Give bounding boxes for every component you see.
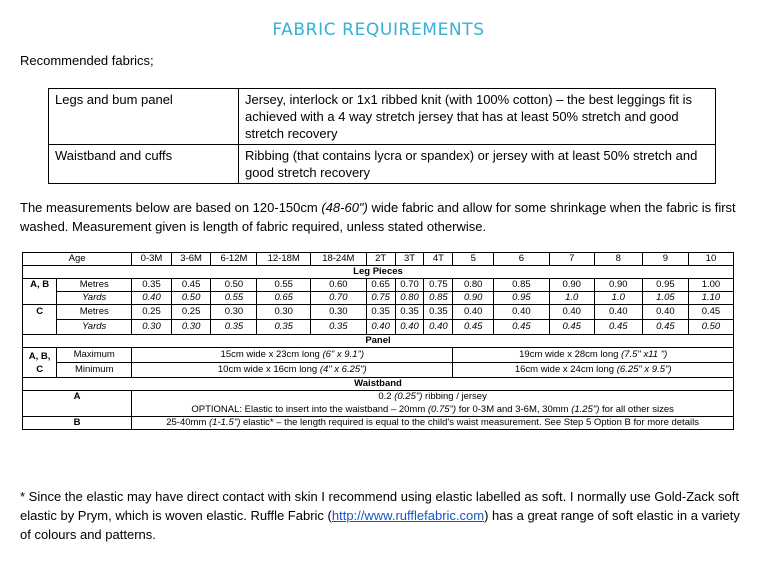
age-header-cell: 7 xyxy=(549,253,594,266)
wa-text-italic: (0.25") xyxy=(394,391,423,403)
panel-min-large xyxy=(453,363,734,378)
table-cell: 0.40 xyxy=(132,292,172,305)
table-cell: 1.10 xyxy=(688,292,733,305)
section-row xyxy=(23,266,734,279)
table-cell: 0.35 xyxy=(395,305,424,320)
ab-metres-row xyxy=(23,279,734,292)
panel-text-italic: (6" x 9.1") xyxy=(322,349,365,360)
table-cell: 0.50 xyxy=(688,320,733,335)
fabric-part: Waistband and cuffs xyxy=(49,145,239,184)
age-header-cell: 3-6M xyxy=(171,253,211,266)
wb-text: elastic* – the length required is equal to the child's waist measurement. See Step 5 Option B for more details xyxy=(240,417,699,428)
age-header-cell: 18-24M xyxy=(310,253,366,266)
table-cell: 0.50 xyxy=(171,292,211,305)
panel-min-small xyxy=(132,363,453,378)
yards-label: Yards xyxy=(57,292,132,305)
table-cell: 0.25 xyxy=(171,305,211,320)
wa-text-italic: (0.75") xyxy=(427,403,457,415)
wb-text-italic: (1-1.5") xyxy=(209,417,241,428)
table-cell: 0.90 xyxy=(594,279,642,292)
age-header-cell: 6 xyxy=(494,253,550,266)
panel-text: 15cm wide x 23cm long xyxy=(220,349,323,360)
panel-text-italic: (7.5" x11 ") xyxy=(621,349,668,360)
table-cell: 0.30 xyxy=(132,320,172,335)
table-cell: 0.35 xyxy=(132,279,172,292)
metres-label: Metres xyxy=(57,305,132,320)
age-header-cell: 12-18M xyxy=(257,253,311,266)
waistband-b-text xyxy=(132,417,734,430)
wa-text: ribbing / jersey xyxy=(422,391,487,403)
table-cell: 0.40 xyxy=(395,320,424,335)
table-cell: 0.35 xyxy=(424,305,453,320)
waistband-a-row xyxy=(23,391,734,404)
table-cell: 0.60 xyxy=(310,279,366,292)
metres-label: Metres xyxy=(57,279,132,292)
fabric-desc: Jersey, interlock or 1x1 ribbed knit (with 100% cotton) – the best leggings fit is achieved with a 4 way stretch jersey that has at least 50% stretch and good stretch recovery xyxy=(239,89,716,145)
table-cell: 0.40 xyxy=(594,305,642,320)
table-cell: 0.45 xyxy=(549,320,594,335)
panel-max-row xyxy=(23,348,734,363)
age-header-cell: 6-12M xyxy=(211,253,257,266)
age-header-cell: 8 xyxy=(594,253,642,266)
panel-header: Panel xyxy=(23,335,734,348)
waistband-a-line2 xyxy=(132,404,734,417)
table-cell: 0.40 xyxy=(494,305,550,320)
table-cell: 0.45 xyxy=(494,320,550,335)
wa-text: for 0-3M and 3-6M, 30mm xyxy=(456,403,572,415)
panel-min-row xyxy=(23,363,734,378)
table-cell: 0.35 xyxy=(211,320,257,335)
panel-text-italic: (6.25" x 9.5") xyxy=(616,364,672,375)
leg-pieces-header: Leg Pieces xyxy=(23,266,734,279)
table-cell: 0.40 xyxy=(453,305,494,320)
age-header-cell: 5 xyxy=(453,253,494,266)
age-row xyxy=(23,253,734,266)
table-cell: 0.85 xyxy=(424,292,453,305)
fabric-desc: Ribbing (that contains lycra or spandex) or jersey with at least 50% stretch and good stretch recovery xyxy=(239,145,716,184)
table-cell: 0.90 xyxy=(453,292,494,305)
table-cell: 0.55 xyxy=(211,292,257,305)
table-cell: 0.85 xyxy=(494,279,550,292)
table-cell: 0.80 xyxy=(395,292,424,305)
table-cell: 0.50 xyxy=(211,279,257,292)
table-cell: 1.0 xyxy=(594,292,642,305)
table-cell: 0.30 xyxy=(171,320,211,335)
ruffle-fabric-link[interactable]: http://www.rufflefabric.com xyxy=(331,508,485,523)
waistband-b-row xyxy=(23,417,734,430)
table-cell: 0.40 xyxy=(424,320,453,335)
age-header-cell: 9 xyxy=(642,253,688,266)
table-cell: 1.00 xyxy=(688,279,733,292)
para-text: The measurements below are based on 120-150cm xyxy=(20,200,322,215)
wa-text: for all other sizes xyxy=(599,403,674,415)
table-cell: 0.45 xyxy=(171,279,211,292)
age-header-cell: 10 xyxy=(688,253,733,266)
para-italic: (48-60") xyxy=(321,200,368,215)
panel-max-large xyxy=(453,348,734,363)
table-cell: 0.25 xyxy=(132,305,172,320)
recommended-fabrics-label: Recommended fabrics; xyxy=(20,53,154,68)
table-cell: 0.35 xyxy=(257,320,311,335)
table-cell: 0.35 xyxy=(366,305,395,320)
table-cell: 0.90 xyxy=(549,279,594,292)
table-cell: 0.40 xyxy=(549,305,594,320)
wa-text-italic: (1.25") xyxy=(571,403,600,415)
age-label: Age xyxy=(23,253,132,266)
table-cell: 0.80 xyxy=(453,279,494,292)
fabric-part: Legs and bum panel xyxy=(49,89,239,145)
panel-max-small xyxy=(132,348,453,363)
footnote xyxy=(20,487,745,544)
measurements-paragraph xyxy=(20,198,745,236)
table-cell: 0.95 xyxy=(494,292,550,305)
table-cell: 0.40 xyxy=(366,320,395,335)
panel-text: 16cm wide x 24cm long xyxy=(514,364,617,375)
table-cell: 0.35 xyxy=(310,320,366,335)
waistband-b-label: B xyxy=(23,417,132,430)
table-cell: 0.70 xyxy=(395,279,424,292)
section-row xyxy=(23,378,734,391)
minimum-label: Minimum xyxy=(57,363,132,378)
table-cell: 0.65 xyxy=(257,292,311,305)
table-cell: 0.70 xyxy=(310,292,366,305)
age-header-cell: 4T xyxy=(424,253,453,266)
c-metres-row xyxy=(23,305,734,320)
age-header-cell: 2T xyxy=(366,253,395,266)
table-row xyxy=(49,89,716,145)
table-cell: 0.75 xyxy=(366,292,395,305)
table-cell: 0.30 xyxy=(211,305,257,320)
section-row xyxy=(23,335,734,348)
table-cell: 0.55 xyxy=(257,279,311,292)
yards-label: Yards xyxy=(57,320,132,335)
c-label: C xyxy=(23,305,57,320)
footnote-text: * Since the elastic may have direct contact with skin I recommend using elastic labelled as soft. I normally use Gold-Zack soft elastic by Prym, which is woven elastic. Ruffle Fabric ( xyxy=(20,489,739,523)
age-header-cell: 3T xyxy=(395,253,424,266)
maximum-label: Maximum xyxy=(57,348,132,363)
table-cell: 0.30 xyxy=(257,305,311,320)
table-cell: 0.65 xyxy=(366,279,395,292)
table-cell: 0.45 xyxy=(688,305,733,320)
table-cell: 0.30 xyxy=(310,305,366,320)
age-header-cell: 0-3M xyxy=(132,253,172,266)
table-row xyxy=(49,145,716,184)
ab-label: A, B xyxy=(23,279,57,292)
wa-text: OPTIONAL: Elastic to insert into the waistband – 20mm xyxy=(191,403,428,415)
panel-text-italic: (4" x 6.25") xyxy=(319,364,367,375)
panel-text: 19cm wide x 28cm long xyxy=(519,349,622,360)
requirements-table xyxy=(22,252,734,430)
wa-text: 0.2 xyxy=(378,391,395,403)
ab-yards-row xyxy=(23,292,734,305)
table-cell: 0.45 xyxy=(642,320,688,335)
table-cell: 0.45 xyxy=(594,320,642,335)
c-yards-row xyxy=(23,320,734,335)
table-cell: 1.05 xyxy=(642,292,688,305)
fabrics-table xyxy=(48,88,716,184)
waistband-header: Waistband xyxy=(23,378,734,391)
para-text: wide fabric and allow for some shrinkage when the fabric is first washed. Measurement given is length of fabric required, unless stated otherwise. xyxy=(20,200,736,234)
page-title: FABRIC REQUIREMENTS xyxy=(272,20,485,40)
table-cell: 0.40 xyxy=(642,305,688,320)
table-cell: 0.45 xyxy=(453,320,494,335)
table-cell: 0.75 xyxy=(424,279,453,292)
waistband-a-line1 xyxy=(132,391,734,404)
table-cell: 1.0 xyxy=(549,292,594,305)
abc-label: A, B, C xyxy=(23,348,57,378)
table-cell: 0.95 xyxy=(642,279,688,292)
waistband-a-label: A xyxy=(23,391,132,417)
footnote-text: ) has a great range of soft elastic in a variety of colours and patterns. xyxy=(20,508,740,542)
wb-text: 25-40mm xyxy=(166,417,209,428)
panel-text: 10cm wide x 16cm long xyxy=(217,364,320,375)
